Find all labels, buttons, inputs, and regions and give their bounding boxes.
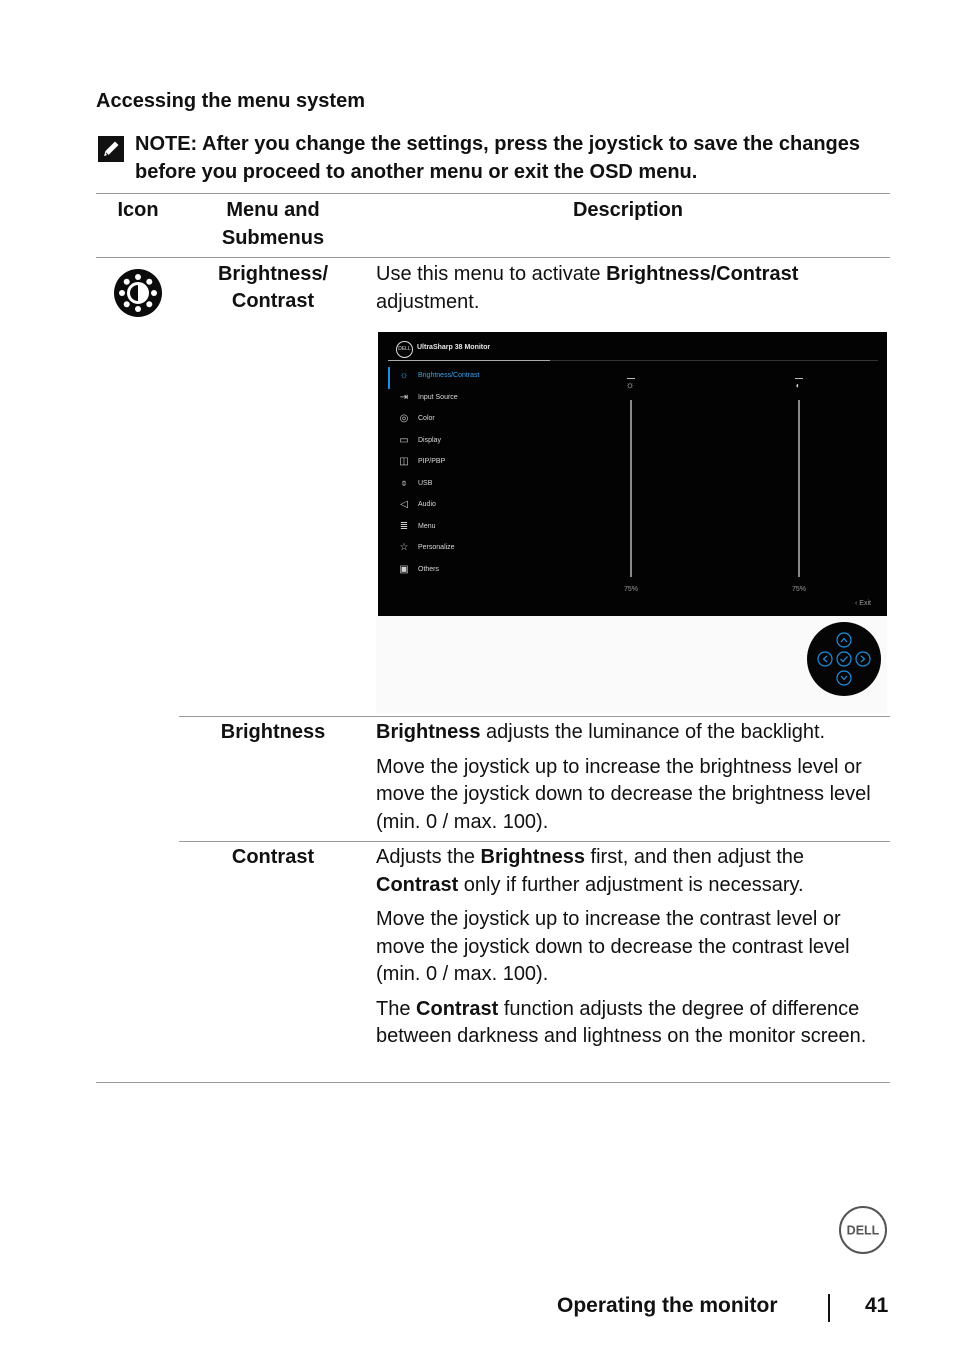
desc-brightness: Brightness adjusts the luminance of the backlight. Move the joystick up to increase the brightness level or move the joystick down to decrease the brightness level (min. 0 / max. 100). <box>376 721 871 833</box>
footer-separator <box>828 1294 830 1322</box>
osd-menu-item[interactable] <box>398 456 598 470</box>
brightness-slider-track[interactable] <box>630 400 632 577</box>
contrast-icon: ◐ <box>795 381 801 390</box>
osd-menu-item[interactable] <box>398 478 598 492</box>
contrast-value: 75% <box>792 586 807 593</box>
osd-menu-item-label: Input Source <box>418 393 458 401</box>
speaker-icon: ◁ <box>400 499 408 510</box>
osd-menu-item[interactable] <box>398 499 598 513</box>
osd-menu-item[interactable] <box>398 435 598 449</box>
desc-contrast: Adjusts the Brightness first, and then adjust the Contrast only if further adjustment is necessary. Move the joystick up to increase the contrast level or move the joystick down to decrease the contrast level (min. 0 / max. 100). The Contrast function adjusts the degree of difference between darkness and lightness on the monitor screen. <box>376 846 867 1047</box>
header-rule <box>96 257 890 258</box>
header-menu: Menu and Submenus <box>221 199 325 249</box>
menu-brightness: Brightness <box>220 721 326 743</box>
osd-dell-logo: DELL <box>396 341 413 358</box>
brightness-contrast-icon <box>113 268 163 318</box>
osd-divider-accent <box>388 360 550 361</box>
osd-exit[interactable]: ‹ Exit <box>855 600 871 607</box>
section-title: Accessing the menu system <box>96 90 365 112</box>
osd-menu-item-label: Brightness/Contrast <box>418 372 480 379</box>
osd-menu-screenshot <box>378 332 887 616</box>
brightness-slider-handle[interactable] <box>627 378 635 379</box>
table-bottom-rule <box>96 1082 890 1083</box>
color-palette-icon: ◎ <box>399 413 409 424</box>
svg-text:DELL: DELL <box>846 1223 880 1238</box>
osd-menu-item-label: Display <box>418 436 441 444</box>
usb-icon: ⌽ <box>401 477 407 489</box>
brightness-icon: ☼ <box>399 370 409 381</box>
table-top-rule <box>96 193 890 194</box>
contrast-slider-handle[interactable] <box>795 378 803 379</box>
menu-icon: ≣ <box>399 520 409 532</box>
footer-section-title: Operating the monitor <box>557 1294 778 1317</box>
joystick-icon <box>807 622 881 696</box>
osd-menu-item-label: Others <box>418 565 440 573</box>
osd-menu-item[interactable] <box>398 392 598 406</box>
osd-menu-item-label: Color <box>418 415 435 422</box>
row-rule-contrast <box>179 841 890 842</box>
header-description: Description <box>572 199 684 221</box>
menu-contrast: Contrast <box>231 846 315 868</box>
page-number: 41 <box>865 1294 889 1317</box>
sun-icon: ☼ <box>625 380 635 391</box>
osd-menu-item-label: USB <box>418 479 433 487</box>
input-source-icon: ⇥ <box>399 391 409 403</box>
note-pencil-icon <box>98 136 124 162</box>
osd-menu-item[interactable] <box>398 413 598 427</box>
osd-menu-item-label: PIP/PBP <box>418 458 446 465</box>
header-icon: Icon <box>117 199 159 221</box>
menu-brightness-contrast: Brightness/ Contrast <box>217 263 329 312</box>
osd-selection-bar <box>388 367 390 389</box>
note-text: NOTE: After you change the settings, press the joystick to save the changes before you proceed to another menu or exit the OSD menu. <box>135 133 860 183</box>
others-icon: ▣ <box>399 563 409 575</box>
row-rule-brightness <box>179 716 890 717</box>
star-icon: ☆ <box>399 542 409 553</box>
osd-menu-item-label: Personalize <box>418 544 455 551</box>
display-icon: ▭ <box>399 434 409 446</box>
osd-menu-item[interactable] <box>398 564 598 578</box>
osd-menu-item-label: Audio <box>418 501 436 508</box>
osd-menu-item[interactable] <box>398 521 598 535</box>
desc-brightness-contrast: Use this menu to activate Brightness/Contrast adjustment. <box>376 263 799 313</box>
osd-menu-item[interactable] <box>398 542 598 556</box>
osd-title: UltraSharp 38 Monitor <box>417 344 491 351</box>
dell-logo <box>838 1205 888 1255</box>
brightness-value: 75% <box>624 586 639 593</box>
osd-menu-item[interactable] <box>398 370 598 384</box>
osd-menu-item-label: Menu <box>418 522 436 530</box>
pip-pbp-icon: ◫ <box>399 456 409 467</box>
contrast-slider-track[interactable] <box>798 400 800 577</box>
